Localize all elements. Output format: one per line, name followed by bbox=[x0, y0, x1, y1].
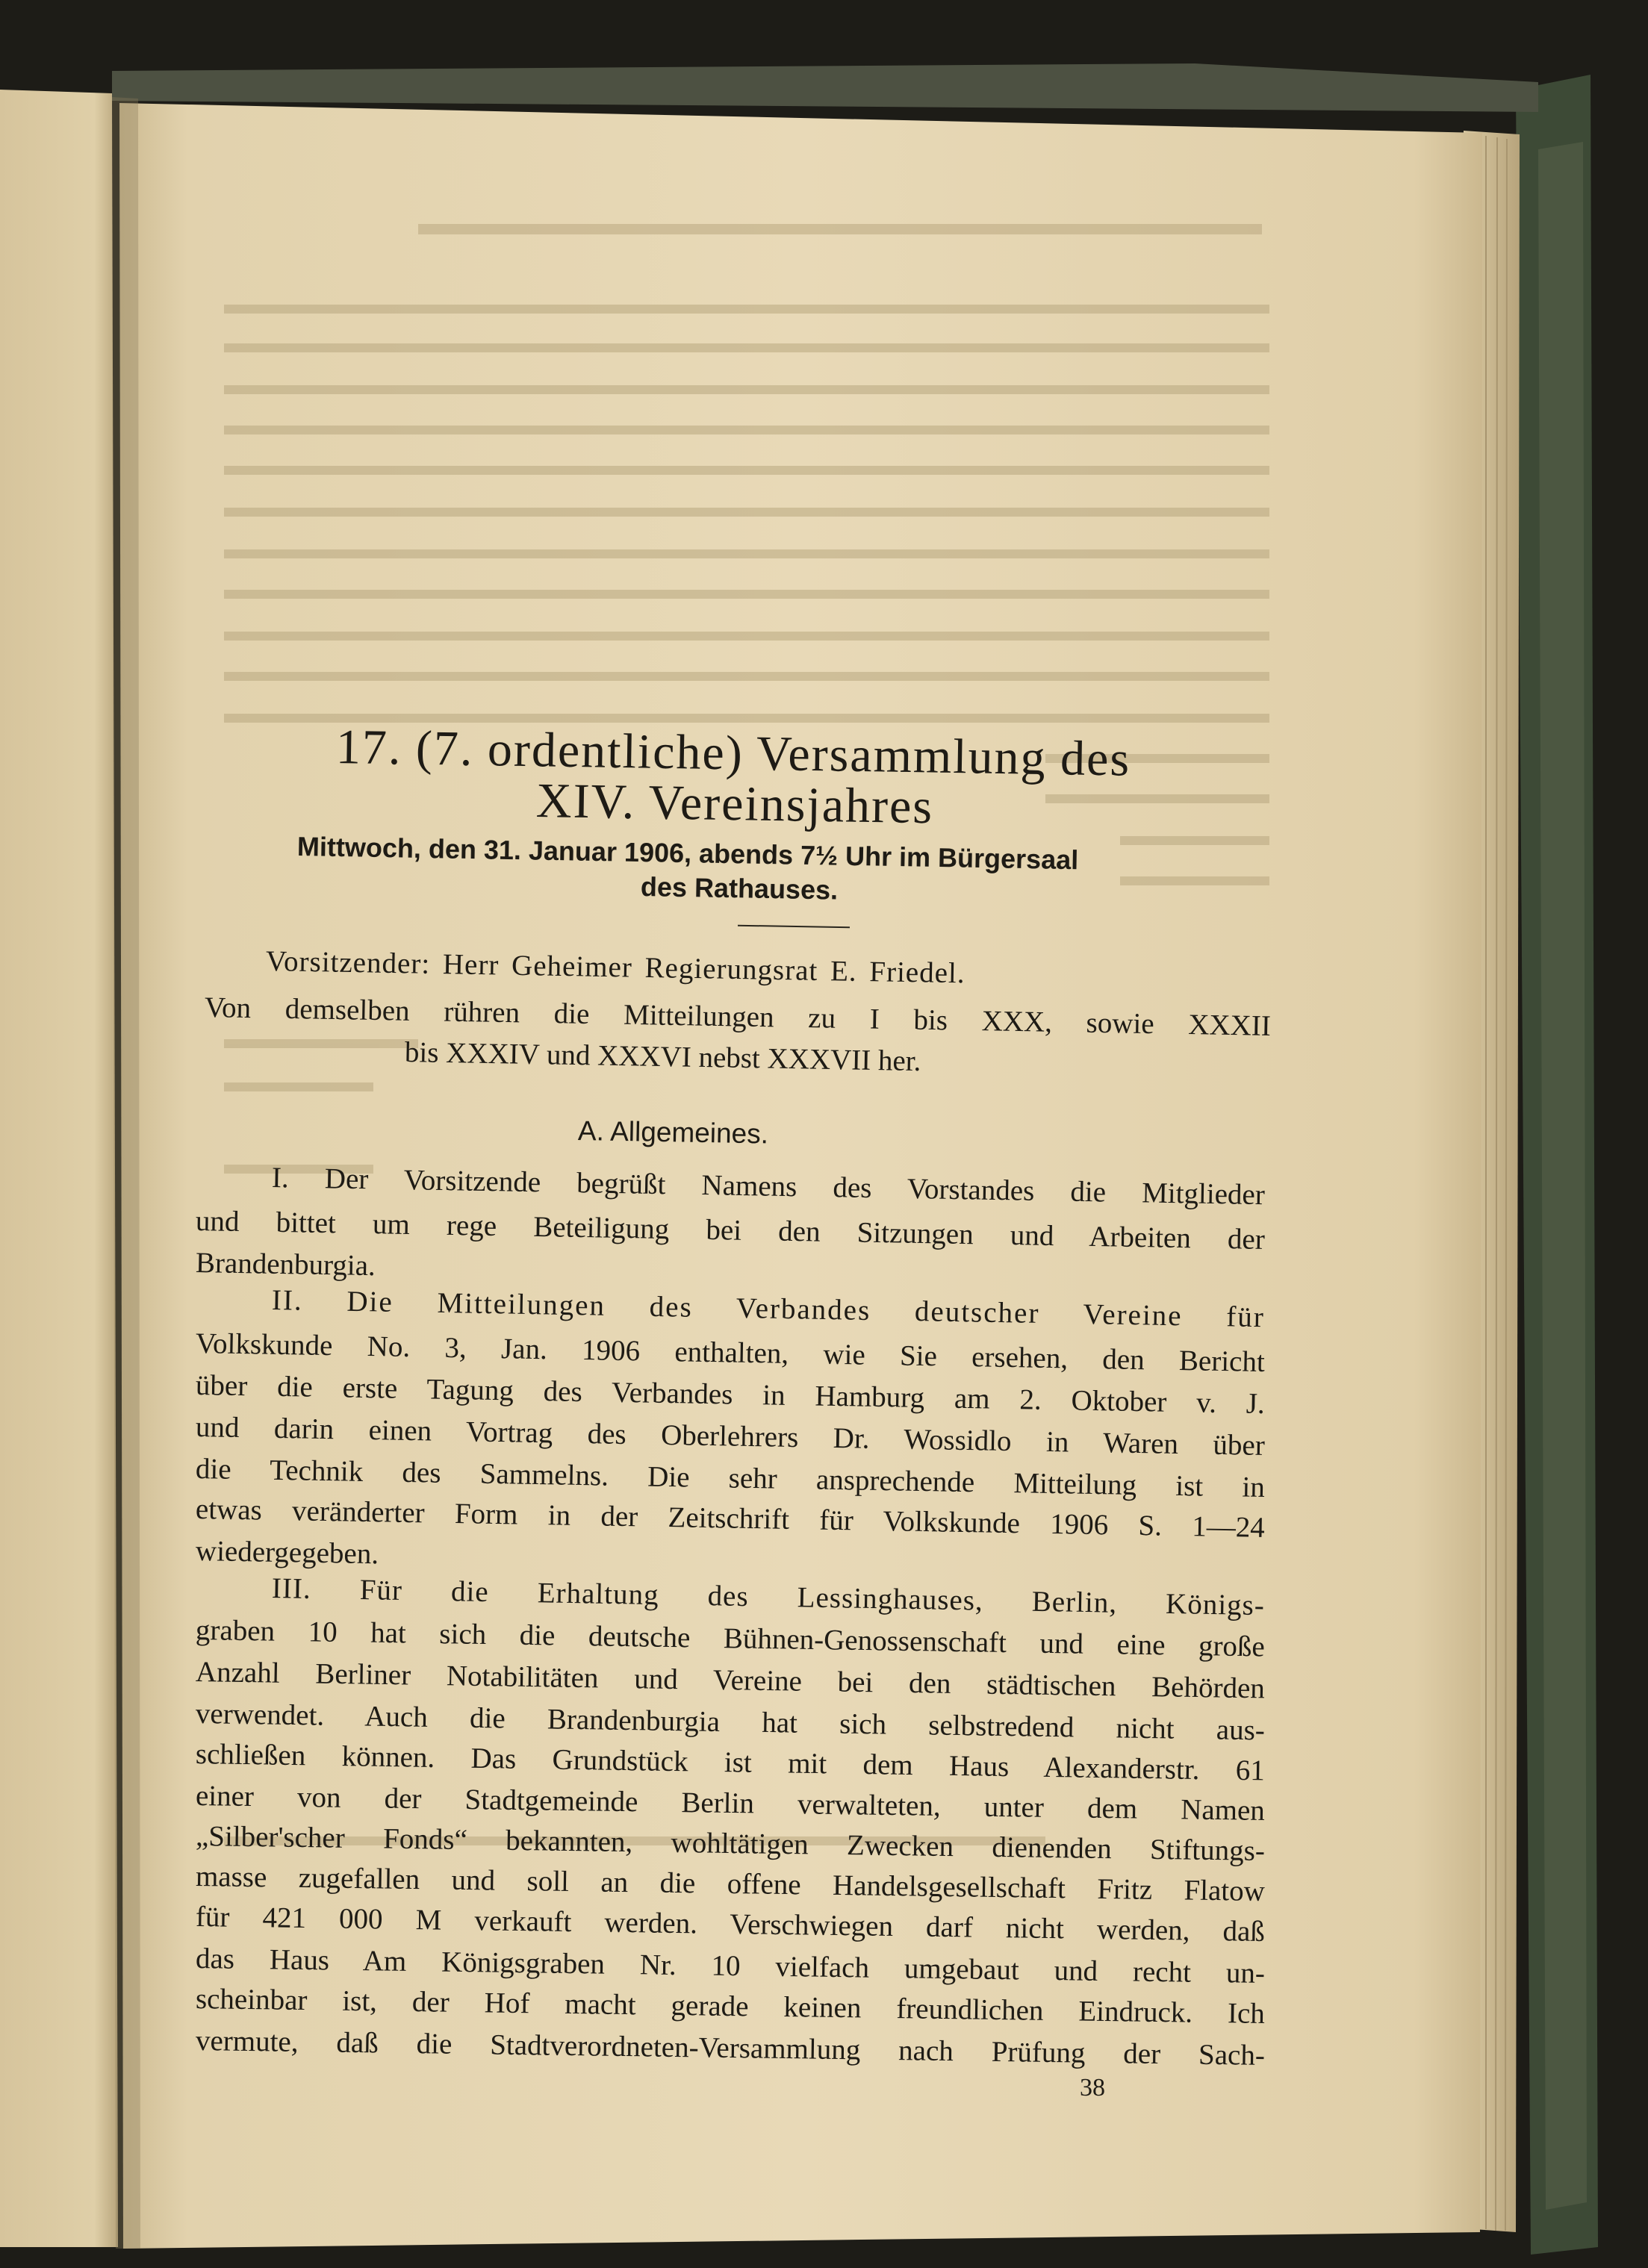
paragraph-3-line-1: III. Für die Erhaltung des Lessinghauses, Berlin, Königs- bbox=[271, 1572, 1266, 1622]
paragraph-3-line-6: einer von der Stadtgemeinde Berlin verwalteten, unter dem Namen bbox=[195, 1780, 1266, 1827]
paragraph-2-line-2: Volkskunde No. 3, Jan. 1906 enthalten, wie Sie ersehen, den Bericht bbox=[195, 1327, 1266, 1378]
paragraph-3-line-12: vermute, daß die Stadtverordneten-Versammlung nach Prüfung der Sach- bbox=[195, 2025, 1266, 2072]
paragraph-2-line-1: II. Die Mitteilungen des Verbandes deutscher Vereine für bbox=[271, 1284, 1266, 1334]
paragraph-3-line-10: das Haus Am Königsgraben Nr. 10 vielfach umgebaut und recht un- bbox=[195, 1943, 1266, 1990]
chair-line-3: bis XXXIV und XXXVI nebst XXXVII her. bbox=[404, 1036, 921, 1078]
title-line-2: XIV. Vereinsjahres bbox=[535, 773, 934, 835]
paragraph-2-line-3: über die erste Tagung des Verbandes in Hamburg am 2. Oktober v. J. bbox=[195, 1369, 1266, 1420]
paragraph-2-line-6: etwas veränderter Form in der Zeitschrift für Volkskunde 1906 S. 1—24 bbox=[195, 1493, 1266, 1544]
paragraph-2-line-4: und darin einen Vortrag des Oberlehrers Dr. Wossidlo in Waren über bbox=[195, 1411, 1266, 1462]
page-number: 38 bbox=[1080, 2074, 1105, 2102]
paragraph-3-line-4: verwendet. Auch die Brandenburgia hat sich selbstredend nicht aus- bbox=[195, 1698, 1266, 1747]
paragraph-1-line-1: I. Der Vorsitzende begrüßt Namens des Vorstandes die Mitglieder bbox=[271, 1162, 1266, 1212]
paragraph-2-line-7: wiedergegeben. bbox=[195, 1535, 379, 1571]
paragraph-2-line-5: die Technik des Sammelns. Die sehr ansprechende Mitteilung ist in bbox=[195, 1453, 1266, 1504]
divider-rule bbox=[738, 925, 850, 929]
paragraph-3-line-7: „Silber'scher Fonds“ bekannten, wohltätigen Zwecken dienenden Stiftungs- bbox=[195, 1820, 1266, 1867]
title-line-1: 17. (7. ordentliche) Versammlung des bbox=[335, 720, 1131, 787]
section-heading: A. Allgemeines. bbox=[577, 1115, 769, 1150]
paragraph-3-line-5: schließen können. Das Grundstück ist mit dem Haus Alexanderstr. 61 bbox=[195, 1738, 1266, 1787]
paragraph-3-line-11: scheinbar ist, der Hof macht gerade keinen freundlichen Eindruck. Ich bbox=[195, 1983, 1266, 2030]
paragraph-3-line-3: Anzahl Berliner Notabilitäten und Vereine bei den städtischen Behörden bbox=[195, 1656, 1266, 1705]
chair-line-1: Vorsitzender: Herr Geheimer Regierungsrat E. Friedel. bbox=[265, 945, 966, 990]
paragraph-3-line-8: masse zugefallen und soll an die offene Handelsgesellschaft Fritz Flatow bbox=[195, 1860, 1266, 1907]
paragraph-3-line-9: für 421 000 M verkauft werden. Verschwiegen darf nicht werden, daß bbox=[195, 1901, 1266, 1948]
paragraph-1-line-2: und bittet um rege Beteiligung bei den Sitzungen und Arbeiten der bbox=[195, 1205, 1266, 1256]
paragraph-3-line-2: graben 10 hat sich die deutsche Bühnen-Genossenschaft und eine große bbox=[195, 1614, 1266, 1663]
paragraph-1-line-3: Brandenburgia. bbox=[195, 1247, 376, 1283]
subtitle-line-1: Mittwoch, den 31. Januar 1906, abends 7½ Uhr im Bürgersaal bbox=[296, 831, 1079, 876]
chair-line-2: Von demselben rühren die Mitteilungen zu I bis XXX, sowie XXXII bbox=[204, 991, 1272, 1042]
subtitle-line-2: des Rathauses. bbox=[640, 871, 839, 906]
